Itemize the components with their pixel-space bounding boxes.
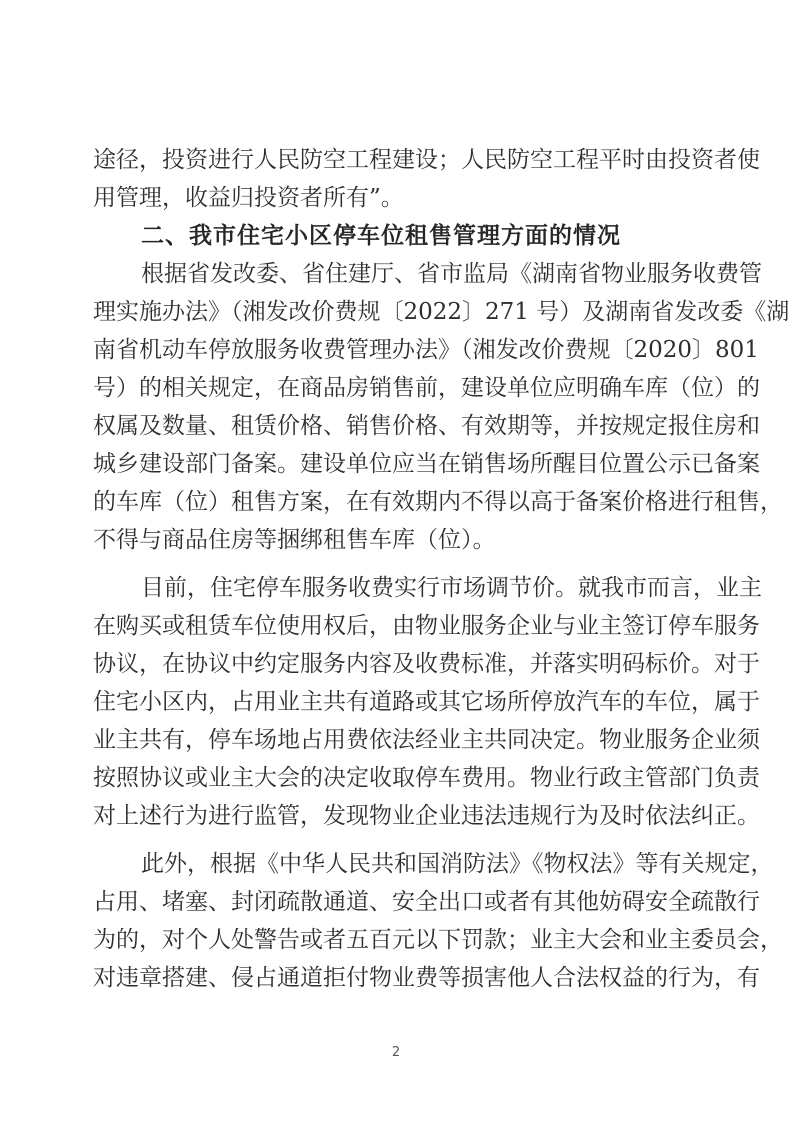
text-line: 协议，在协议中约定服务内容及收费标准，并落实明码标价。对于 — [93, 651, 760, 677]
text-line: 业主共有，停车场地占用费依法经业主共同决定。物业服务企业须 — [93, 727, 760, 753]
text-line: 目前，住宅停车服务收费实行市场调节价。就我市而言，业主 — [141, 575, 762, 601]
text-line: 号）的相关规定，在商品房销售前，建设单位应明确车库（位）的 — [93, 375, 760, 401]
text-line: 按照协议或业主大会的决定收取停车费用。物业行政主管部门负责 — [93, 765, 760, 791]
text-line: 的车库（位）租售方案，在有效期内不得以高于备案价格进行租售， — [93, 489, 783, 515]
text-line: 城乡建设部门备案。建设单位应当在销售场所醒目位置公示已备案 — [93, 451, 760, 477]
page-number: 2 — [391, 1045, 401, 1060]
text-line: 占用、堵塞、封闭疏散通道、安全出口或者有其他妨碍安全疏散行 — [93, 889, 760, 915]
text-line: 对违章搭建、侵占通道拒付物业费等损害他人合法权益的行为，有 — [93, 965, 760, 991]
text-line: 途径，投资进行人民防空工程建设；人民防空工程平时由投资者使 — [93, 147, 760, 173]
text-line: 根据省发改委、省住建厅、省市监局《湖南省物业服务收费管 — [141, 261, 762, 287]
text-line: 不得与商品住房等捆绑租售车库（位）。 — [93, 527, 496, 553]
text-line: 为的，对个人处警告或者五百元以下罚款；业主大会和业主委员会， — [93, 927, 783, 953]
text-line: 用管理，收益归投资者所有”。 — [93, 185, 404, 211]
text-line: 南省机动车停放服务收费管理办法》（湘发改价费规〔2020〕801 — [93, 337, 759, 363]
text-line: 住宅小区内，占用业主共有道路或其它场所停放汽车的车位，属于 — [93, 689, 760, 715]
section-heading: 二、我市住宅小区停车位租售管理方面的情况 — [141, 223, 621, 249]
text-line: 在购买或租赁车位使用权后，由物业服务企业与业主签订停车服务 — [93, 613, 760, 639]
text-line: 此外，根据《中华人民共和国消防法》《物权法》等有关规定， — [141, 851, 774, 877]
text-line: 权属及数量、租赁价格、销售价格、有效期等，并按规定报住房和 — [93, 413, 760, 439]
text-line: 对上述行为进行监管，发现物业企业违法违规行为及时依法纠正。 — [93, 803, 760, 829]
text-line: 理实施办法》（湘发改价费规〔2022〕271 号）及湖南省发改委《湖 — [93, 299, 790, 325]
